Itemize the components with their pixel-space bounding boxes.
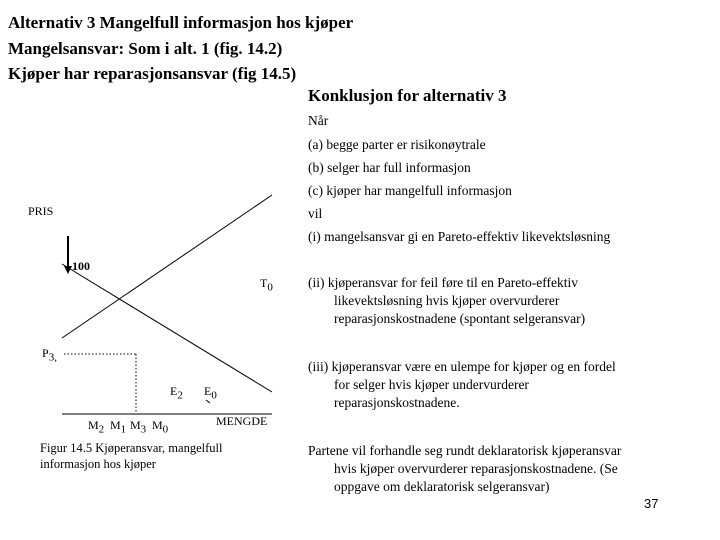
x-tick-m3 [130, 418, 146, 435]
x-tick-m0 [152, 418, 168, 435]
conclusion-item-b: (b) selger har full informasjon [308, 160, 471, 175]
final-line-3: oppgave om deklaratorisk selgeransvar) [334, 479, 550, 494]
label-e0-main: E [204, 384, 212, 398]
x-tick-m2-sub: 2 [98, 423, 105, 436]
conclusion-vil: vil [308, 206, 323, 221]
item-ii-line-1: (ii) kjøperansvar for feil føre til en Pareto-effektiv [308, 275, 579, 290]
x-tick-m1-sub: 1 [120, 423, 127, 436]
x-tick-m3-main: M [130, 418, 141, 432]
x-tick-m0-main: M [152, 418, 163, 432]
x-tick-m0-sub: 0 [162, 423, 169, 436]
title-line-3: Kjøper har reparasjonsansvar (fig 14.5) [8, 64, 297, 83]
price-tick-label: 100 [72, 259, 90, 273]
x-tick-m1-main: M [110, 418, 121, 432]
final-line-1: Partene vil forhandle seg rundt deklaratorisk kjøperansvar [308, 443, 622, 458]
demand-curve [62, 264, 272, 392]
caption-line-2: informasjon hos kjøper [40, 457, 156, 471]
conclusion-item-a: (a) begge parter er risikonøytrale [308, 137, 486, 152]
x-tick-m3-sub: 3 [140, 423, 147, 436]
x-axis-label: MENGDE [216, 414, 268, 428]
conclusion-intro: Når [308, 113, 329, 128]
title-line-2: Mangelsansvar: Som i alt. 1 (fig. 14.2) [8, 39, 283, 58]
label-t0-sub: 0 [267, 281, 273, 294]
conclusion-heading: Konklusjon for alternativ 3 [308, 86, 507, 105]
x-tick-m1 [110, 418, 126, 435]
label-e0 [204, 384, 217, 401]
item-ii-line-3: reparasjonskostnadene (spontant selgeransvar) [334, 311, 586, 326]
label-p3-sub: 3, [48, 351, 57, 364]
caption-line-1: Figur 14.5 Kjøperansvar, mangelfull [40, 441, 223, 455]
title-line-1: Alternativ 3 Mangelfull informasjon hos kjøper [8, 13, 354, 32]
label-e2-main: E [170, 384, 178, 398]
item-iii-line-3: reparasjonskostnadene. [334, 395, 460, 410]
label-t0-main: T [260, 276, 268, 290]
label-p3-main: P [42, 346, 49, 360]
x-tick-m2 [88, 418, 104, 435]
label-e2 [170, 384, 183, 401]
final-line-2: hvis kjøper overvurderer reparasjonskostnadene. (Se [334, 461, 618, 476]
label-t0 [260, 276, 273, 293]
figure-caption [40, 440, 280, 472]
conclusion-item-c: (c) kjøper har mangelfull informasjon [308, 183, 512, 198]
supply-curve [62, 195, 272, 338]
label-e2-sub: 2 [177, 389, 183, 402]
item-iii-line-2: for selger hvis kjøper undervurderer [334, 377, 529, 392]
item-iii-line-1: (iii) kjøperansvar være en ulempe for kjøper og en fordel [308, 359, 616, 374]
page-number: 37 [644, 496, 659, 511]
item-ii-line-2: likevektsløsning hvis kjøper overvurderer [334, 293, 560, 308]
label-p3 [42, 346, 57, 363]
y-axis-label: PRIS [28, 204, 54, 218]
x-tick-m2-main: M [88, 418, 99, 432]
conclusion-item-i: (i) mangelsansvar gi en Pareto-effektiv likevektsløsning [308, 229, 611, 244]
label-e0-sub: 0 [211, 389, 217, 402]
